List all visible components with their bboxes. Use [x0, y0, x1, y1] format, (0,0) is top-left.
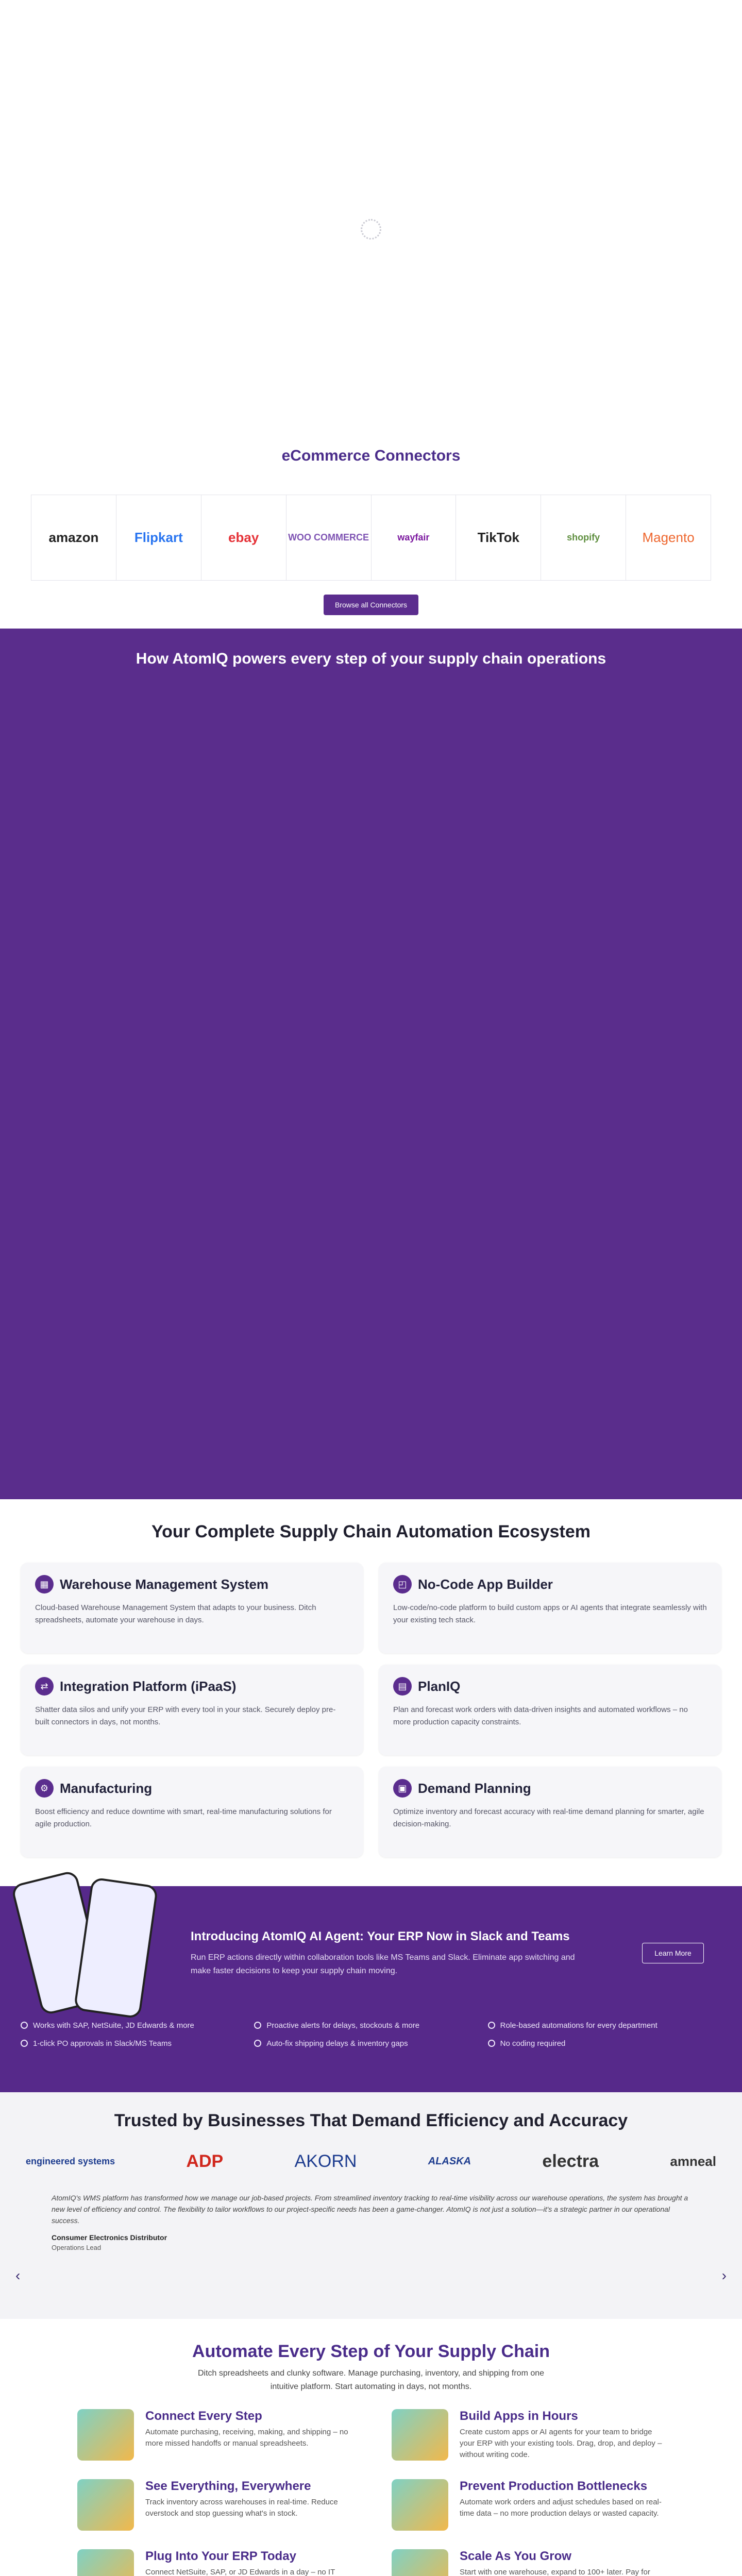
feature-item: Proactive alerts for delays, stockouts & more: [254, 2021, 487, 2030]
eco-card-demand[interactable]: [379, 1767, 721, 1857]
agent-title: Introducing AtomIQ AI Agent: Your ERP Now in Slack and Teams: [191, 1929, 570, 1943]
automate-section: [0, 2319, 742, 2576]
connector-wayfair[interactable]: wayfair: [372, 495, 457, 580]
production-illustration-icon: [392, 2479, 448, 2531]
automate-item: [392, 2409, 665, 2461]
automate-item-title: See Everything, Everywhere: [145, 2479, 311, 2493]
feature-item: Auto-fix shipping delays & inventory gaps: [254, 2039, 487, 2048]
factory-icon: ⚙: [35, 1779, 54, 1798]
automate-item-desc: Start with one warehouse, expand to 100+ later. Pay for: [460, 2568, 650, 2576]
learn-more-button[interactable]: Learn More: [642, 1943, 704, 1963]
check-icon: [21, 2040, 28, 2047]
testimonial-role: Operations Lead: [52, 2244, 102, 2251]
connect-illustration-icon: [77, 2409, 134, 2461]
client-logo: amneal: [670, 2154, 716, 2169]
automate-item-desc: Track inventory across warehouses in real-time. Reduce overstock and stop guessing what's in stock.: [145, 2498, 338, 2518]
eco-card-ipaas[interactable]: [21, 1665, 363, 1755]
browse-connectors-button[interactable]: Browse all Connectors: [324, 595, 418, 615]
connector-tiktok[interactable]: TikTok: [456, 495, 541, 580]
automate-grid: [77, 2409, 665, 2576]
check-icon: [488, 2040, 495, 2047]
powers-section: [0, 629, 742, 1499]
check-icon: [254, 2040, 261, 2047]
feature-item: Works with SAP, NetSuite, JD Edwards & more: [21, 2021, 254, 2030]
eco-card-title: PlanIQ: [418, 1678, 461, 1694]
hero-area: [0, 0, 742, 609]
scale-illustration-icon: [392, 2549, 448, 2576]
automate-item-desc: Create custom apps or AI agents for your team to bridge your ERP with your existing tools. Drag, drop, and deploy – without writing code.: [460, 2428, 662, 2459]
check-icon: [254, 2022, 261, 2029]
build-apps-illustration-icon: [392, 2409, 448, 2461]
automate-item-title: Plug Into Your ERP Today: [145, 2549, 296, 2563]
ecommerce-title: eCommerce Connectors: [281, 447, 461, 464]
automate-item: [77, 2549, 350, 2576]
testimonial-quote: AtomIQ's WMS platform has transformed how we manage our job-based projects. From streamlined inventory tracking to real-time visibility across our warehouse operations, the system has brought a new level of efficiency and control. The flexibility to tailor workflows to our project-specific needs has been a game-changer. AtomIQ is not just a solution—it's a strategic partner in our operational success.: [52, 2194, 688, 2225]
eco-card-desc: Optimize inventory and forecast accuracy with real-time demand planning for smarter, agile decision-making.: [393, 1807, 704, 1828]
client-logo: engineered systems: [26, 2156, 115, 2166]
eco-card-desc: Plan and forecast work orders with data-driven insights and automated workflows – no more production capacity constraints.: [393, 1705, 688, 1726]
eco-card-planiq[interactable]: [379, 1665, 721, 1755]
automate-item: [392, 2549, 665, 2576]
connector-woocommerce[interactable]: WOO COMMERCE: [286, 495, 372, 580]
client-logos: [21, 2151, 721, 2172]
client-logo: ADP: [186, 2151, 224, 2171]
ecosystem-grid: [21, 1563, 721, 1857]
eco-card-title: No-Code App Builder: [418, 1576, 553, 1592]
agent-features: [21, 2021, 721, 2048]
eco-card-desc: Cloud-based Warehouse Management System that adapts to your business. Ditch spreadsheets, automate your warehouse in days.: [35, 1603, 316, 1624]
eco-card-title: Warehouse Management System: [60, 1576, 269, 1592]
ecosystem-section: [0, 1499, 742, 1868]
feature-item: 1-click PO approvals in Slack/MS Teams: [21, 2039, 254, 2048]
client-logo: ALASKA: [428, 2156, 471, 2167]
connector-logos: [31, 495, 711, 581]
trusted-title: Trusted by Businesses That Demand Efficiency and Accuracy: [114, 2111, 628, 2130]
client-logo: AKORN: [294, 2151, 357, 2171]
powers-title: How AtomIQ powers every step of your supply chain operations: [136, 650, 606, 667]
automate-item-title: Build Apps in Hours: [460, 2409, 578, 2423]
phone-mockup: [74, 1877, 159, 2019]
connector-amazon[interactable]: amazon: [31, 495, 116, 580]
automate-item-desc: Automate work orders and adjust schedules based on real-time data – no more production delays or wasted capacity.: [460, 2498, 662, 2518]
connector-shopify[interactable]: shopify: [541, 495, 626, 580]
connector-flipkart[interactable]: Flipkart: [116, 495, 201, 580]
app-builder-icon: ◰: [393, 1575, 412, 1594]
automate-title: Automate Every Step of Your Supply Chain: [192, 2342, 550, 2361]
eco-card-wms[interactable]: [21, 1563, 363, 1653]
loading-spinner-icon: [361, 219, 381, 240]
eco-card-title: Manufacturing: [60, 1780, 153, 1796]
integration-icon: ⇄: [35, 1677, 54, 1696]
eco-card-title: Demand Planning: [418, 1780, 531, 1796]
warehouse-icon: ▦: [35, 1575, 54, 1594]
automate-item-title: Scale As You Grow: [460, 2549, 571, 2563]
agent-desc: Run ERP actions directly within collaboration tools like MS Teams and Slack. Eliminate app switching and make faster decisions to keep your supply chain moving.: [191, 1953, 575, 1975]
feature-item: Role-based automations for every department: [488, 2021, 721, 2030]
check-icon: [488, 2022, 495, 2029]
eco-card-desc: Boost efficiency and reduce downtime with smart, real-time manufacturing solutions for agile production.: [35, 1807, 332, 1828]
automate-item-title: Prevent Production Bottlenecks: [460, 2479, 648, 2493]
prev-arrow-icon[interactable]: ‹: [15, 2267, 21, 2283]
automate-item-title: Connect Every Step: [145, 2409, 262, 2423]
eco-card-app-builder[interactable]: [379, 1563, 721, 1653]
ecosystem-title: Your Complete Supply Chain Automation Ecosystem: [151, 1522, 591, 1541]
automate-item-desc: Connect NetSuite, SAP, or JD Edwards in a day – no IT: [145, 2568, 335, 2576]
eco-card-desc: Low-code/no-code platform to build custom apps or AI agents that integrate seamlessly with your existing tech stack.: [393, 1603, 707, 1624]
automate-subtitle: Ditch spreadsheets and clunky software. Manage purchasing, inventory, and shipping from one intuitive platform. Start automating in days, not months.: [197, 2369, 545, 2391]
erp-plug-illustration-icon: [77, 2549, 134, 2576]
testimonial-name: Consumer Electronics Distributor: [52, 2233, 167, 2242]
eco-card-title: Integration Platform (iPaaS): [60, 1678, 237, 1694]
automate-item: [392, 2479, 665, 2531]
feature-item: No coding required: [488, 2039, 721, 2048]
check-icon: [21, 2022, 28, 2029]
client-logo: electra: [542, 2151, 599, 2171]
eco-card-desc: Shatter data silos and unify your ERP with every tool in your stack. Securely deploy pre-built connectors in days, not months.: [35, 1705, 336, 1726]
ai-agent-section: [0, 1886, 742, 2092]
automate-item: [77, 2479, 350, 2531]
connector-magento[interactable]: Magento: [642, 530, 695, 545]
trusted-section: [0, 2092, 742, 2319]
automate-item: [77, 2409, 350, 2461]
planiq-icon: ▤: [393, 1677, 412, 1696]
visibility-illustration-icon: [77, 2479, 134, 2531]
eco-card-manufacturing[interactable]: [21, 1767, 363, 1857]
connector-ebay[interactable]: ebay: [201, 495, 286, 580]
calendar-icon: ▣: [393, 1779, 412, 1798]
automate-item-desc: Automate purchasing, receiving, making, and shipping – no more missed handoffs or manual spreadsheets.: [145, 2428, 348, 2448]
next-arrow-icon[interactable]: ›: [721, 2267, 727, 2283]
